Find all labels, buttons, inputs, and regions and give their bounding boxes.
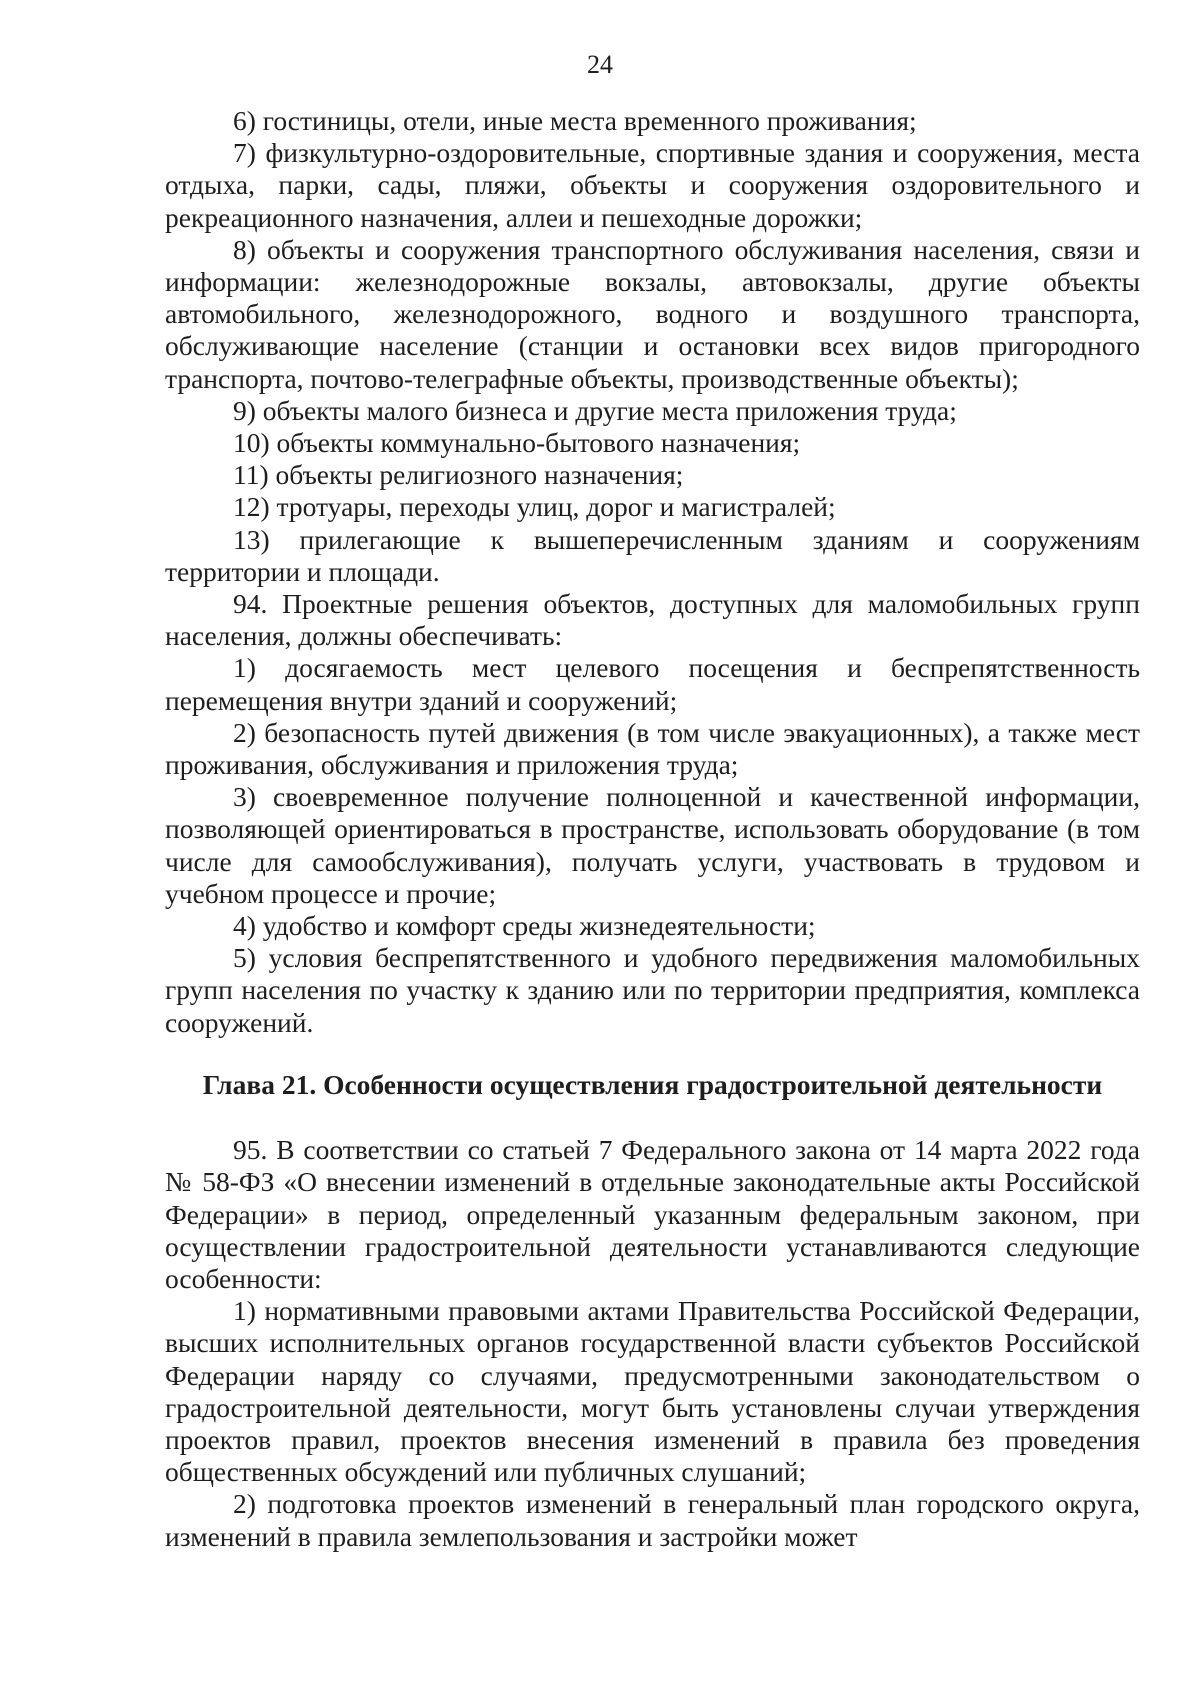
- section-paragraph-95: 95. В соответствии со статьей 7 Федерального закона от 14 марта 2022 года № 58-ФЗ «О внесении изменений в отдельные законодательные акты Российской Федерации» в период, определенный указанным федеральным законом, при осуществлении градостроительной деятельности устанавливаются следующие особенности:: [165, 1134, 1140, 1294]
- list-item: 10) объекты коммунально-бытового назначения;: [233, 427, 801, 459]
- list-item: 5) условия беспрепятственного и удобного передвижения маломобильных групп населения по участку к зданию или по территории предприятия, комплекса сооружений.: [165, 942, 1140, 1038]
- list-item: 7) физкультурно-оздоровительные, спортивные здания и сооружения, места отдыха, парки, сады, пляжи, объекты и сооружения оздоровительного и рекреационного назначения, аллеи и пешеходные дорожки;: [165, 137, 1140, 233]
- list-item: 2) подготовка проектов изменений в генеральный план городского округа, изменений в правила землепользования и застройки может: [165, 1488, 1140, 1552]
- list-item: 2) безопасность путей движения (в том числе эвакуационных), а также мест проживания, обслуживания и приложения труда;: [165, 716, 1140, 781]
- list-item: 13) прилегающие к вышеперечисленным зданиям и сооружениям территории и площади.: [165, 523, 1140, 587]
- document-body: [165, 105, 1140, 1553]
- list-item: 11) объекты религиозного назначения;: [233, 459, 684, 491]
- section-paragraph-94: 94. Проектные решения объектов, доступных для маломобильных групп населения, должны обеспечивать:: [165, 588, 1140, 652]
- page-number: 24: [587, 50, 613, 79]
- list-item: 8) объекты и сооружения транспортного обслуживания населения, связи и информации: железнодорожные вокзалы, автовокзалы, другие объекты автомобильного, железнодорожного, водного и воздушного транспорта, обслуживающие население (станции и остановки всех видов пригородного транспорта, почтово-телеграфные объекты, производственные объекты);: [165, 233, 1140, 394]
- chapter-title: Глава 21. Особенности осуществления градостроительной деятельности: [202, 1068, 1103, 1100]
- list-item: 1) нормативными правовыми актами Правительства Российской Федерации, высших исполнительных органов государственной власти субъектов Российской Федерации наряду со случаями, предусмотренными законодательством о градостроительной деятельности, могут быть установлены случаи утверждения проектов правил, проектов внесения изменений в правила без проведения общественных обсуждений или публичных слушаний;: [165, 1295, 1140, 1488]
- list-item: 4) удобство и комфорт среды жизнедеятельности;: [233, 910, 816, 942]
- list-item: 6) гостиницы, отели, иные места временного проживания;: [233, 105, 917, 136]
- list-item: 9) объекты малого бизнеса и другие места приложения труда;: [233, 394, 957, 426]
- list-item: 3) своевременное получение полноценной и качественной информации, позволяющей ориентироваться в пространстве, использовать оборудование (в том числе для самообслуживания), получать услуги, участвовать в трудовом и учебном процессе и прочие;: [165, 781, 1140, 909]
- list-item: 12) тротуары, переходы улиц, дорог и магистралей;: [233, 491, 836, 523]
- list-item: 1) досягаемость мест целевого посещения и беспрепятственность перемещения внутри зданий и сооружений;: [165, 652, 1140, 716]
